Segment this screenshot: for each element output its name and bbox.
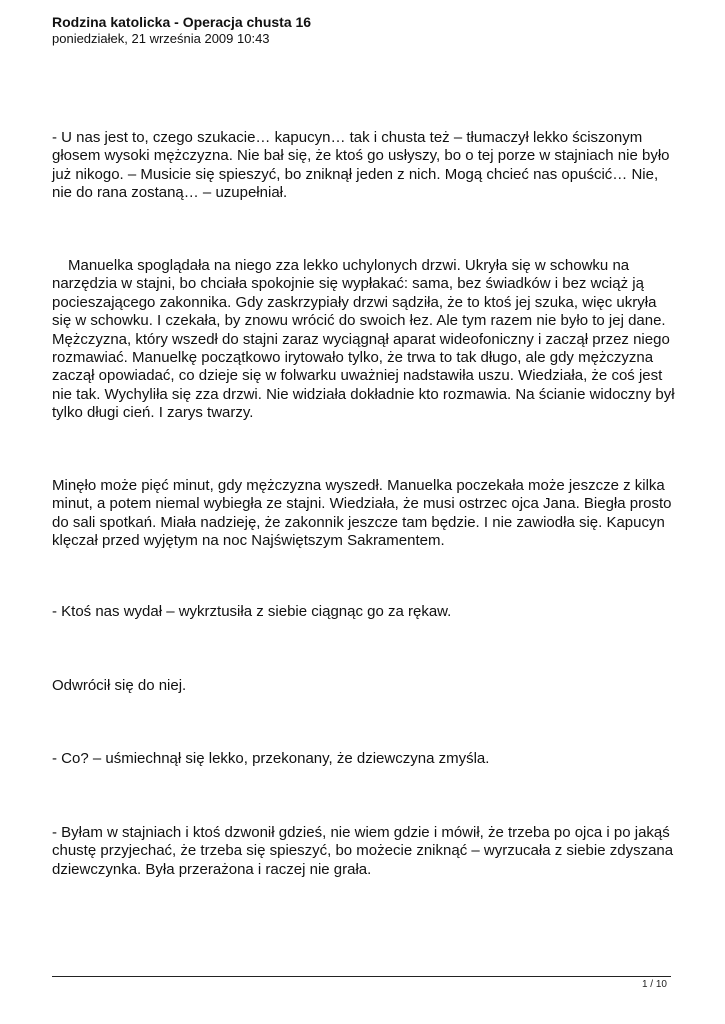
paragraph: Manuelka spoglądała na niego zza lekko uchylonych drzwi. Ukryła się w schowku na narzędzia w stajni, bo chciała spokojnie się wypłakać: sama, bez świadków i bez wciąż ją pocieszającego zakonnika. Gdy zaskrzypiały drzwi sądziła, że to ktoś jej szuka, więc ukryła się w schowku. I czekała, by znowu wrócić do swoich łez. Ale tym razem nie było to jej dane. Mężczyzna, który wszedł do stajni zaraz wyciągnął aparat wideofoniczny i zaczął przez niego rozmawiać. Manuelkę początkowo irytowało tylko, że trwa to tak długo, ale gdy mężczyzna zaczął opowiadać, co dzieje się w folwarku uważniej nadstawiła uszu. Wiedziała, że coś jest nie tak. Wychyliła się zza drzwi. Nie widziała dokładnie kto rozmawia. Na ścianie widoczny był tylko długi cień. I zarys twarzy. [52, 257, 675, 422]
document-title: Rodzina katolicka - Operacja chusta 16 [52, 14, 312, 30]
paragraph: Odwrócił się do niej. [52, 677, 187, 694]
page-number: 1 / 10 [641, 979, 667, 990]
footer-divider [52, 976, 671, 977]
paragraph: - Ktoś nas wydał – wykrztusiła z siebie ciągnąc go za rękaw. [52, 603, 452, 620]
paragraph: - Co? – uśmiechnął się lekko, przekonany, że dziewczyna zmyśla. [52, 750, 490, 767]
paragraph: Minęło może pięć minut, gdy mężczyzna wyszedł. Manuelka poczekała może jeszcze z kilka minut, a potem niemal wybiegła ze stajni. Wiedziała, że musi ostrzec ojca Jana. Biegła prosto do sali spotkań. Miała nadzieję, że zakonnik jeszcze tam będzie. I nie zawiodła się. Kapucyn klęczał przed wyjętym na noc Najświętszym Sakramentem. [52, 477, 672, 550]
document-date: poniedziałek, 21 września 2009 10:43 [52, 31, 270, 46]
paragraph: - Byłam w stajniach i ktoś dzwonił gdzieś, nie wiem gdzie i mówił, że trzeba po ojca i po jakąś chustę przyjechać, że trzeba się spieszyć, bo możecie zniknąć – wyrzucała z siebie zdyszana dziewczynka. Była przerażona i raczej nie grała. [52, 824, 674, 878]
paragraph: - U nas jest to, czego szukacie… kapucyn… tak i chusta też – tłumaczył lekko ściszonym głosem wysoki mężczyzna. Nie bał się, że ktoś go usłyszy, bo o tej porze w stajniach nie było już nikogo. – Musicie się spieszyć, bo zniknął jeden z nich. Mogą chcieć nas opuścić… Nie, nie do rana zostaną… – uzupełniał. [52, 129, 670, 202]
document-header [52, 14, 672, 47]
